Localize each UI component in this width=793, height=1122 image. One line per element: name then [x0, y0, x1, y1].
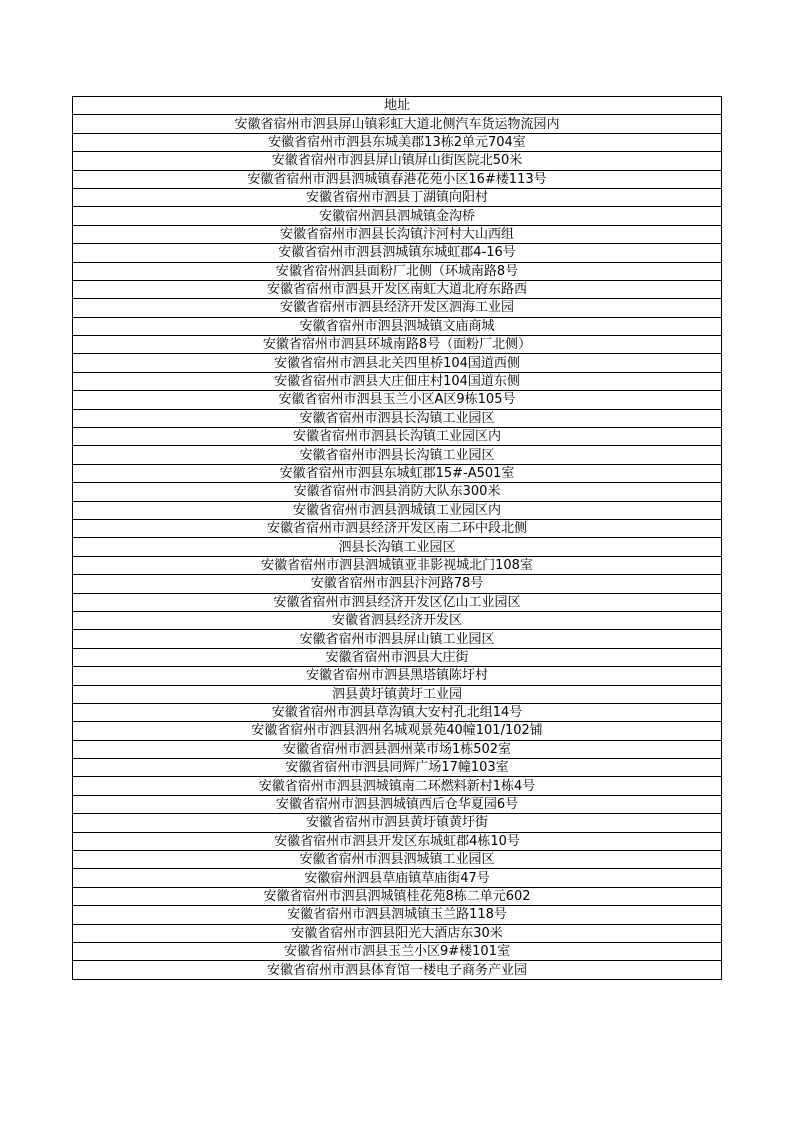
address-cell: 安徽省宿州市泗县体育馆一楼电子商务产业园: [73, 961, 722, 979]
table-row: [73, 832, 722, 850]
table-row: [73, 851, 722, 869]
table-header-row: [73, 97, 722, 115]
address-cell: 安徽省宿州泗县面粉厂北侧（环城南路8号: [73, 262, 722, 280]
table-row: [73, 115, 722, 133]
address-cell: 安徽省宿州市泗县泗城镇亚非影视城北门108室: [73, 556, 722, 574]
address-cell: 安徽省宿州市泗县泗城镇桂花苑8栋二单元602: [73, 887, 722, 905]
table-row: [73, 611, 722, 629]
address-cell: 安徽省宿州市泗县泗城镇西后仓华夏园6号: [73, 795, 722, 813]
address-cell: 安徽省宿州市泗县开发区南虹大道北府东路西: [73, 280, 722, 298]
address-cell: 安徽省宿州市泗县北关四里桥104国道西侧: [73, 354, 722, 372]
address-cell: 安徽省宿州市泗县泗城镇南二环燃料新村1栋4号: [73, 777, 722, 795]
table-row: [73, 685, 722, 703]
address-cell: 泗县长沟镇工业园区: [73, 538, 722, 556]
table-row: [73, 483, 722, 501]
table-row: [73, 556, 722, 574]
table-row: [73, 887, 722, 905]
table-row: [73, 317, 722, 335]
address-cell: 安徽省宿州市泗县泗州菜市场1栋502室: [73, 740, 722, 758]
address-cell: 安徽省宿州市泗县阳光大酒店东30米: [73, 924, 722, 942]
table-row: [73, 722, 722, 740]
address-cell: 安徽省宿州市泗县长沟镇工业园区: [73, 446, 722, 464]
address-cell: 安徽省宿州市泗县环城南路8号（面粉厂北侧）: [73, 336, 722, 354]
table-row: [73, 428, 722, 446]
table-row: [73, 391, 722, 409]
address-cell: 安徽省宿州市泗县大庄街: [73, 648, 722, 666]
address-cell: 安徽省宿州市泗县泗城镇春港花苑小区16#楼113号: [73, 170, 722, 188]
address-cell: 安徽省宿州市泗县东城虹郡15#-A501室: [73, 464, 722, 482]
table-row: [73, 170, 722, 188]
table-row: [73, 777, 722, 795]
address-cell: 安徽省泗县经济开发区: [73, 611, 722, 629]
address-cell: 安徽省宿州市泗县屏山镇屏山街医院北50米: [73, 152, 722, 170]
address-cell: 安徽省宿州市泗县长沟镇汴河村大山西组: [73, 225, 722, 243]
table-row: [73, 225, 722, 243]
address-cell: 安徽省宿州市泗县泗城镇工业园区: [73, 851, 722, 869]
address-cell: 安徽省宿州市泗县屏山镇工业园区: [73, 630, 722, 648]
table-row: [73, 538, 722, 556]
table-row: [73, 299, 722, 317]
table-row: [73, 280, 722, 298]
address-cell: 安徽省宿州市泗县大庄佃庄村104国道东侧: [73, 372, 722, 390]
table-row: [73, 262, 722, 280]
address-table: [72, 96, 722, 980]
table-row: [73, 152, 722, 170]
address-cell: 安徽省宿州市泗县黄圩镇黄圩街: [73, 814, 722, 832]
address-cell: 安徽省宿州市泗县丁湖镇向阳村: [73, 188, 722, 206]
table-row: [73, 795, 722, 813]
table-row: [73, 630, 722, 648]
table-row: [73, 740, 722, 758]
table-row: [73, 464, 722, 482]
address-cell: 安徽省宿州市泗县草沟镇大安村孔北组14号: [73, 703, 722, 721]
table-row: [73, 519, 722, 537]
column-header-address: 地址: [73, 97, 722, 115]
address-cell: 安徽省宿州市泗县泗州名城观景苑40幢101/102铺: [73, 722, 722, 740]
address-cell: 安徽省宿州市泗县长沟镇工业园区: [73, 409, 722, 427]
address-cell: 安徽省宿州市泗县玉兰小区A区9栋105号: [73, 391, 722, 409]
address-cell: 安徽省宿州市泗县汴河路78号: [73, 575, 722, 593]
table-row: [73, 501, 722, 519]
table-row: [73, 575, 722, 593]
address-cell: 安徽省宿州市泗县泗城镇工业园区内: [73, 501, 722, 519]
address-cell: 安徽省宿州市泗县泗城镇玉兰路118号: [73, 906, 722, 924]
table-row: [73, 924, 722, 942]
address-cell: 安徽省宿州市泗县泗城镇文庙商城: [73, 317, 722, 335]
address-cell: 安徽省宿州市泗县同辉广场17幢103室: [73, 759, 722, 777]
address-cell: 安徽省宿州市泗县长沟镇工业园区内: [73, 428, 722, 446]
address-cell: 安徽省宿州市泗县经济开发区亿山工业园区: [73, 593, 722, 611]
address-cell: 安徽省宿州市泗县泗城镇东城虹郡4-16号: [73, 244, 722, 262]
address-cell: 安徽宿州泗县草庙镇草庙街47号: [73, 869, 722, 887]
address-cell: 安徽省宿州市泗县开发区东城虹郡4栋10号: [73, 832, 722, 850]
table-row: [73, 906, 722, 924]
table-row: [73, 188, 722, 206]
address-cell: 泗县黄圩镇黄圩工业园: [73, 685, 722, 703]
address-cell: 安徽宿州泗县泗城镇金沟桥: [73, 207, 722, 225]
address-cell: 安徽省宿州市泗县屏山镇彩虹大道北侧汽车货运物流园内: [73, 115, 722, 133]
table-row: [73, 244, 722, 262]
address-cell: 安徽省宿州市泗县消防大队东300米: [73, 483, 722, 501]
address-cell: 安徽省宿州市泗县东城美郡13栋2单元704室: [73, 133, 722, 151]
table-row: [73, 869, 722, 887]
table-row: [73, 336, 722, 354]
table-row: [73, 133, 722, 151]
address-cell: 安徽省宿州市泗县黑塔镇陈圩村: [73, 667, 722, 685]
table-row: [73, 207, 722, 225]
address-cell: 安徽省宿州市泗县经济开发区南二环中段北侧: [73, 519, 722, 537]
table-row: [73, 409, 722, 427]
table-row: [73, 667, 722, 685]
table-row: [73, 593, 722, 611]
table-row: [73, 961, 722, 979]
table-row: [73, 703, 722, 721]
address-cell: 安徽省宿州市泗县玉兰小区9#楼101室: [73, 942, 722, 960]
table-row: [73, 942, 722, 960]
table-row: [73, 354, 722, 372]
table-row: [73, 372, 722, 390]
address-cell: 安徽省宿州市泗县经济开发区泗海工业园: [73, 299, 722, 317]
table-row: [73, 814, 722, 832]
table-row: [73, 759, 722, 777]
table-row: [73, 648, 722, 666]
table-row: [73, 446, 722, 464]
address-table-body: [73, 97, 722, 980]
